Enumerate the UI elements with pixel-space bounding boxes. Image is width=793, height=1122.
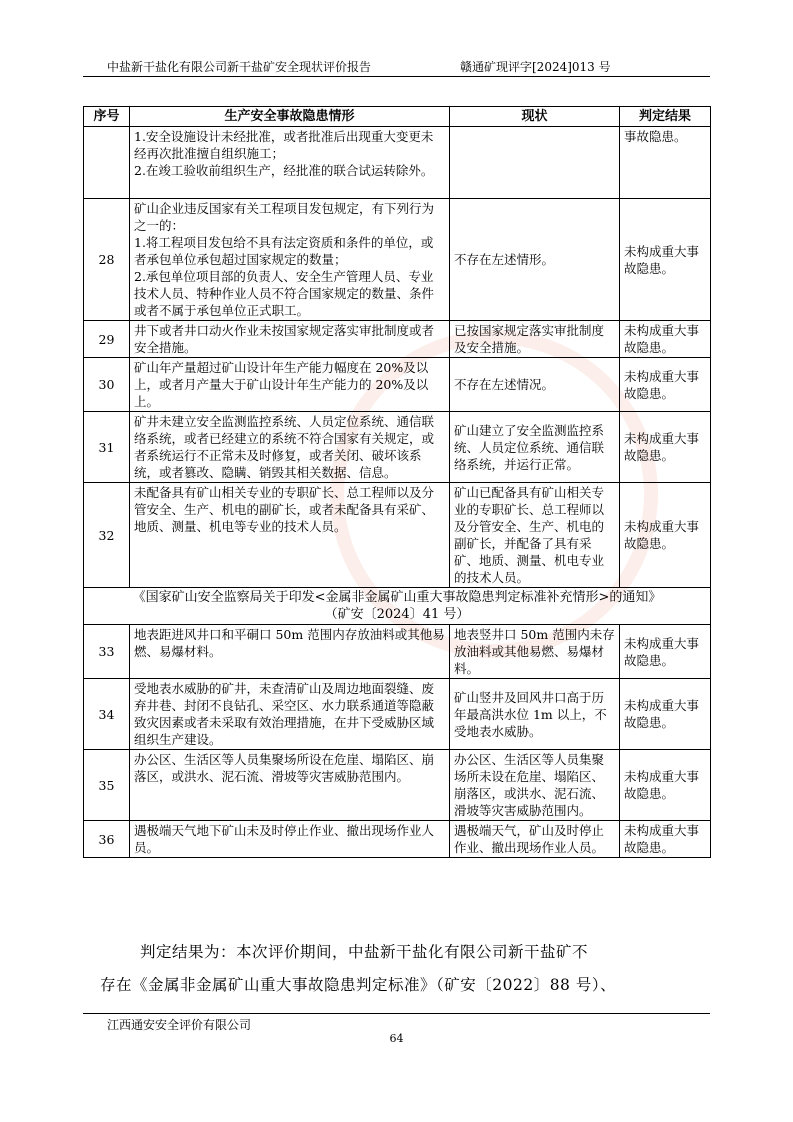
- row-no: 29: [84, 321, 130, 358]
- table-row: [84, 412, 711, 483]
- table-row-continued: [84, 127, 711, 199]
- row-situation: 遇极端天气地下矿山未及时停止作业、撤出现场作业人员。: [130, 821, 450, 858]
- table-row: [84, 199, 711, 321]
- row-no: 33: [84, 625, 130, 679]
- row-situation: 矿井未建立安全监测监控系统、人员定位系统、通信联络系统，或者已经建立的系统不符合国家有关规定，或者系统运行不正常未及时修复，或者关闭、破坏该系统，或者篡改、隐瞒、销毁其相关数据、信息。: [130, 412, 450, 483]
- row-no: [84, 127, 130, 199]
- row-no: 35: [84, 750, 130, 821]
- table-header-row: [84, 107, 711, 127]
- row-situation: 受地表水威胁的矿井，未查清矿山及周边地面裂缝、废弃井巷、封闭不良钻孔、采空区、水力联系通道等隐蔽致灾因素或者未采取有效治理措施，在井下受威胁区域组织生产建设。: [130, 679, 450, 750]
- report-title: 中盐新干盐化有限公司新干盐矿安全现状评价报告: [107, 60, 372, 74]
- section-row: [84, 588, 711, 625]
- row-no: 30: [84, 358, 130, 412]
- row-status: 矿山竖井及回风井口高于历年最高洪水位 1m 以上，不受地表水威胁。: [450, 679, 620, 750]
- row-no: 36: [84, 821, 130, 858]
- conclusion-line-2: 存在《金属非金属矿山重大事故隐患判定标准》（矿安〔2022〕88 号）、: [100, 976, 617, 994]
- row-no: 32: [84, 483, 130, 588]
- table-row: [84, 483, 711, 588]
- row-situation: 未配备具有矿山相关专业的专职矿长、总工程师以及分管安全、生产、机电的副矿长，或者未配备具有采矿、地质、测量、机电等专业的技术人员。: [130, 483, 450, 588]
- row-status: 地表竖井口 50m 范围内未存放油料或其他易燃、易爆材料。: [450, 625, 620, 679]
- header-situation: 生产安全事故隐患情形: [130, 107, 450, 127]
- row-result: 未构成重大事故隐患。: [620, 412, 711, 483]
- row-result: 未构成重大事故隐患。: [620, 483, 711, 588]
- row-no: 31: [84, 412, 130, 483]
- row-no: 28: [84, 199, 130, 321]
- row-situation: 地表距进风井口和平硐口 50m 范围内存放油料或其他易燃、易爆材料。: [130, 625, 450, 679]
- section-title: 《国家矿山安全监察局关于印发<金属非金属矿山重大事故隐患判定标准补充情形>的通知》 （矿安〔2024〕41 号）: [84, 588, 711, 625]
- row-result: 事故隐患。: [620, 127, 711, 199]
- row-status: 矿山建立了安全监测监控系统、人员定位系统、通信联络系统，并运行正常。: [450, 412, 620, 483]
- page-number: 64: [389, 1032, 404, 1045]
- hazard-table: [83, 106, 711, 858]
- conclusion-line-1: 判定结果为：本次评价期间，中盐新干盐化有限公司新干盐矿不: [140, 943, 589, 961]
- row-result: 未构成重大事故隐患。: [620, 625, 711, 679]
- footer-company: 江西通安安全评价有限公司: [107, 1018, 252, 1032]
- table-row: [84, 679, 711, 750]
- row-result: 未构成重大事故隐患。: [620, 750, 711, 821]
- row-status: 不存在左述情形。: [450, 199, 620, 321]
- table-row: [84, 321, 711, 358]
- row-result: 未构成重大事故隐患。: [620, 321, 711, 358]
- header-result: 判定结果: [620, 107, 711, 127]
- table-row: [84, 625, 711, 679]
- row-no: 34: [84, 679, 130, 750]
- row-situation: 矿山年产量超过矿山设计年生产能力幅度在 20%及以上，或者月产量大于矿山设计年生产能力的 20%及以上。: [130, 358, 450, 412]
- row-result: 未构成重大事故隐患。: [620, 679, 711, 750]
- page-footer: [83, 1013, 710, 1032]
- row-situation: 1.安全设施设计未经批准，或者批准后出现重大变更未经再次批准擅自组织施工； 2.在竣工验收前组织生产，经批准的联合试运转除外。: [130, 127, 450, 199]
- table-row: [84, 750, 711, 821]
- row-result: 未构成重大事故隐患。: [620, 199, 711, 321]
- row-status: 已按国家规定落实审批制度及安全措施。: [450, 321, 620, 358]
- row-result: 未构成重大事故隐患。: [620, 821, 711, 858]
- row-status: 遇极端天气，矿山及时停止作业、撤出现场作业人员。: [450, 821, 620, 858]
- table-row: [84, 358, 711, 412]
- row-situation: 矿山企业违反国家有关工程项目发包规定，有下列行为之一的： 1.将工程项目发包给不具有法定资质和条件的单位，或者承包单位承包超过国家规定的数量； 2.承包单位项目部的负责人、安全生产管理人员、专业技术人员、特种作业人员不符合国家规定的数量、条件或者不属于承包单位正式职工。: [130, 199, 450, 321]
- page-header: [83, 58, 710, 77]
- report-number: 赣通矿现评字[2024]013 号: [460, 60, 611, 74]
- row-status: 办公区、生活区等人员集聚场所未设在危崖、塌陷区、崩落区，或洪水、泥石流、滑坡等灾害威胁范围内。: [450, 750, 620, 821]
- header-status: 现状: [450, 107, 620, 127]
- row-situation: 办公区、生活区等人员集聚场所设在危崖、塌陷区、崩落区，或洪水、泥石流、滑坡等灾害威胁范围内。: [130, 750, 450, 821]
- row-status: 不存在左述情况。: [450, 358, 620, 412]
- table-row: [84, 821, 711, 858]
- row-situation: 井下或者井口动火作业未按国家规定落实审批制度或者安全措施。: [130, 321, 450, 358]
- row-status: 矿山已配备具有矿山相关专业的专职矿长、总工程师以及分管安全、生产、机电的副矿长，并配备了具有采矿、地质、测量、机电专业的技术人员。: [450, 483, 620, 588]
- header-no: 序号: [84, 107, 130, 127]
- row-result: 未构成重大事故隐患。: [620, 358, 711, 412]
- row-status: [450, 127, 620, 199]
